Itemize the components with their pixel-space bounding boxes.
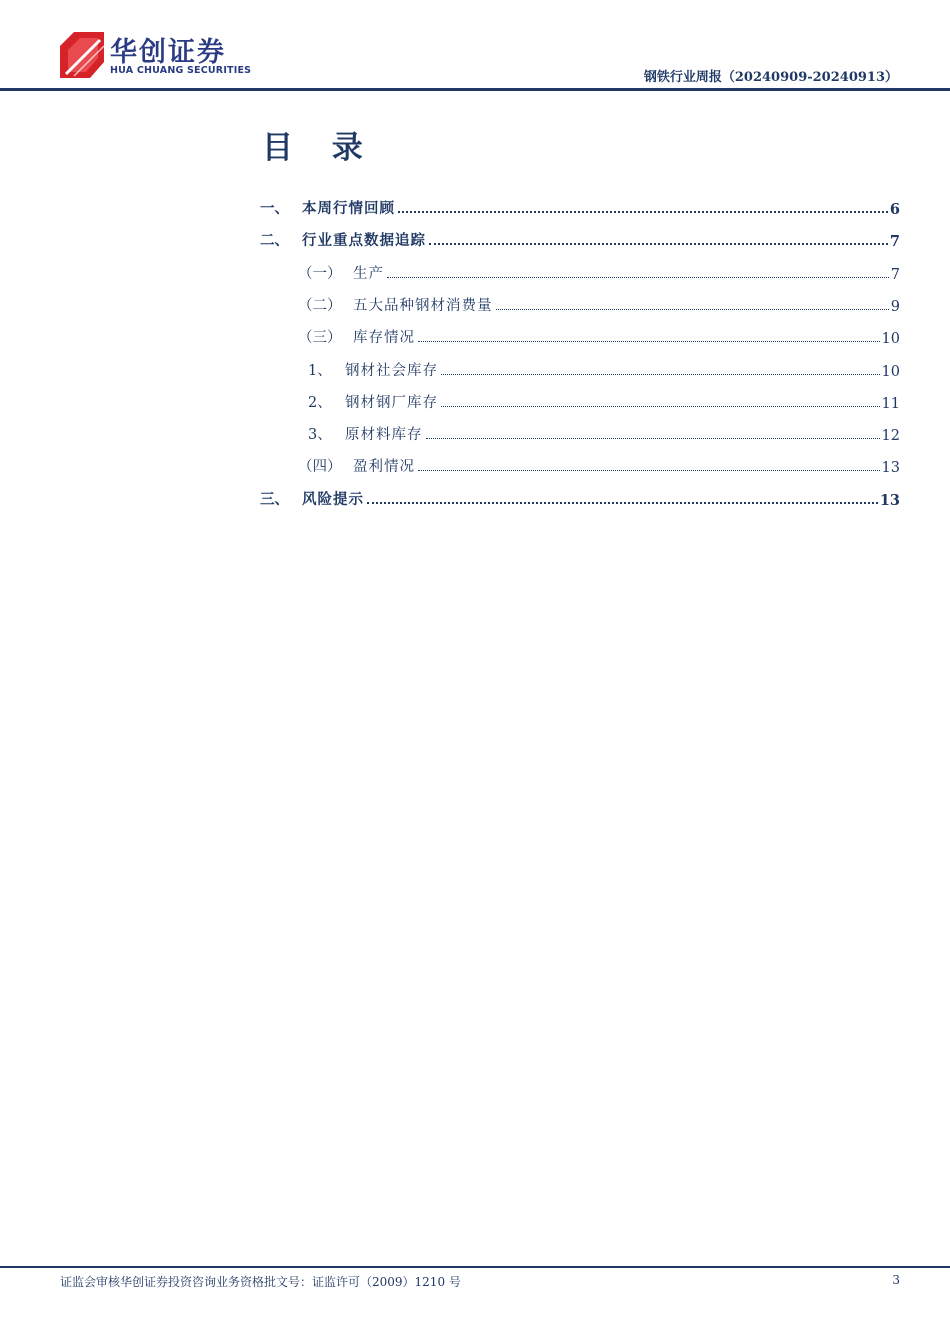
toc-heading: 目 录 (262, 130, 377, 166)
toc-entry-label: 本周行情回顾 (302, 200, 395, 217)
toc-entry-page: 10 (881, 363, 900, 380)
toc-entry[interactable] (308, 422, 900, 444)
toc-entry-page: 7 (890, 266, 900, 283)
toc-entry-label: 钢材社会库存 (345, 362, 438, 379)
logo-english-name: HUA CHUANG SECURITIES (110, 65, 252, 76)
toc-entry-label: 五大品种钢材消费量 (353, 297, 493, 314)
toc-dot-leader (418, 341, 880, 342)
toc-entry-page: 9 (890, 298, 900, 315)
toc-entry-page: 7 (889, 233, 900, 251)
toc-entry-number: （二） (298, 297, 342, 314)
toc-dot-leader (426, 438, 880, 439)
page-number: 3 (892, 1273, 900, 1287)
toc-entry-number: 一、 (260, 200, 289, 217)
toc-entry-label: 原材料库存 (345, 427, 423, 444)
logo-chinese-name: 华创证券 (110, 37, 226, 68)
toc-entry-number: （一） (298, 265, 342, 282)
toc-entry[interactable] (308, 358, 900, 380)
footer-disclaimer: 证监会审核华创证券投资咨询业务资格批文号：证监许可（2009）1210 号 (60, 1275, 461, 1289)
toc-entry-page: 13 (879, 491, 900, 509)
toc-entry[interactable] (298, 454, 900, 476)
toc-entry-number: 二、 (260, 232, 289, 250)
toc-entry-page: 13 (881, 460, 900, 477)
toc-entry[interactable] (260, 196, 900, 218)
toc-entry-label: 库存情况 (353, 330, 415, 347)
toc-entry[interactable] (308, 390, 900, 412)
company-logo (60, 32, 250, 80)
toc-entry-label: 盈利情况 (353, 459, 415, 476)
toc-dot-leader (441, 406, 880, 407)
toc-entry[interactable] (298, 293, 900, 315)
toc-entry-label: 生产 (353, 265, 384, 282)
toc-entry-number: （三） (298, 330, 342, 347)
toc-entry[interactable] (298, 325, 900, 347)
toc-dot-leader (387, 277, 889, 278)
toc-entry-number: 1、 (308, 362, 332, 379)
report-title: 钢铁行业周报（20240909-20240913） (643, 70, 898, 85)
toc-dot-leader (441, 374, 880, 375)
toc-entry-label: 行业重点数据追踪 (302, 232, 426, 250)
toc-entry-number: （四） (298, 459, 342, 476)
toc-entry-page: 10 (881, 331, 900, 348)
logo-mark-icon (60, 32, 104, 78)
toc-entry[interactable] (260, 228, 900, 250)
toc-entry[interactable] (298, 261, 900, 283)
toc-entry-page: 11 (881, 395, 900, 412)
footer-divider (0, 1266, 950, 1268)
header-divider (0, 88, 950, 91)
toc-entry-page: 12 (881, 428, 900, 445)
toc-entry-page: 6 (889, 201, 900, 218)
toc-dot-leader (418, 470, 880, 471)
toc-entry-label: 风险提示 (302, 490, 364, 508)
toc-entry-label: 钢材钢厂库存 (345, 394, 438, 411)
toc-entry[interactable] (260, 487, 900, 509)
toc-entry-number: 三、 (260, 490, 289, 508)
toc-entry-number: 3、 (308, 427, 332, 444)
toc-dot-leader (496, 309, 889, 310)
toc-entry-number: 2、 (308, 394, 332, 411)
toc-dot-leader (429, 243, 888, 245)
toc-dot-leader (367, 502, 878, 504)
toc-dot-leader (398, 211, 888, 213)
